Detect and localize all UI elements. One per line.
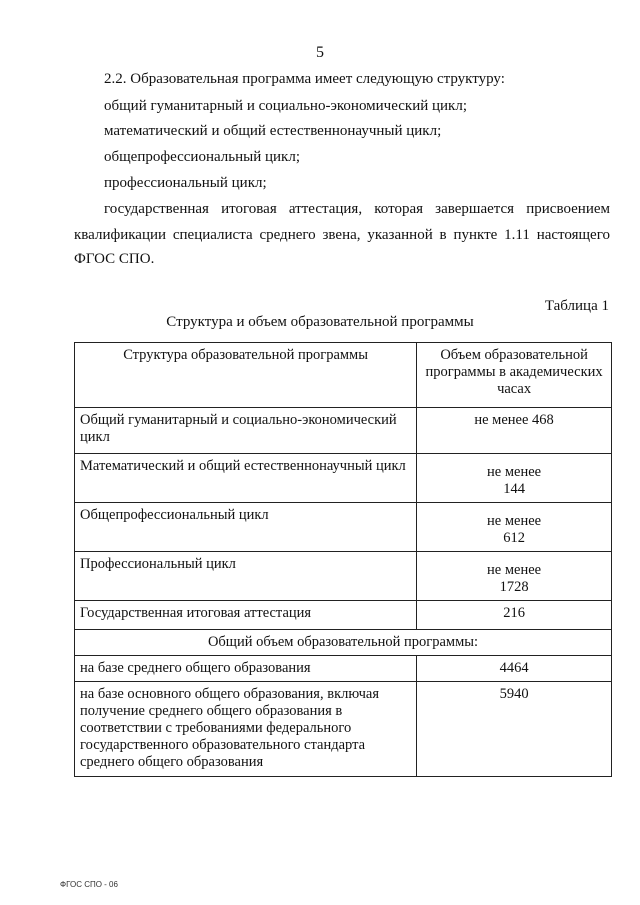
row-name: Математический и общий естественнонаучный цикл: [75, 454, 417, 503]
value-number: 144: [503, 481, 525, 497]
table-row: [75, 601, 612, 630]
section-intro: 2.2. Образовательная программа имеет следующую структуру:: [104, 71, 505, 87]
gia-line-2: квалификации специалиста среднего звена, указанной в пункте 1.11 настоящего: [74, 227, 610, 243]
total-heading: Общий объем образовательной программы:: [75, 630, 612, 656]
row-name: Профессиональный цикл: [75, 552, 417, 601]
table-row: [75, 408, 612, 454]
table-row: [75, 552, 612, 601]
header-volume: Объем образовательной программы в академических часах: [417, 343, 612, 408]
list-item: общий гуманитарный и социально-экономический цикл;: [104, 98, 467, 114]
value-prefix: не менее: [487, 562, 542, 578]
gia-line-1: государственная итоговая аттестация, которая завершается присвоением: [104, 201, 610, 217]
row-value: [417, 503, 612, 552]
value-number: 1728: [499, 579, 529, 595]
table-header-row: [75, 343, 612, 408]
row-name: на базе среднего общего образования: [75, 656, 417, 682]
row-name: Общепрофессиональный цикл: [75, 503, 417, 552]
footer-code: ФГОС СПО - 06: [60, 880, 118, 889]
value-number: 612: [503, 530, 525, 546]
row-name: на базе основного общего образования, включая получение среднего общего образования в соответствии с требованиями федерального государственного образовательного стандарта среднего общего образования: [75, 682, 417, 777]
total-heading-row: [75, 630, 612, 656]
header-structure: Структура образовательной программы: [75, 343, 417, 408]
row-name: Общий гуманитарный и социально-экономический цикл: [75, 408, 417, 454]
value-prefix: не менее: [487, 464, 542, 480]
row-value: 4464: [417, 656, 612, 682]
list-item: профессиональный цикл;: [104, 175, 267, 191]
table-row: [75, 656, 612, 682]
gia-line-3: ФГОС СПО.: [74, 251, 155, 267]
value-prefix: не менее: [487, 513, 542, 529]
table-label: Таблица 1: [544, 298, 609, 314]
structure-table: [74, 342, 612, 777]
row-name: Государственная итоговая аттестация: [75, 601, 417, 630]
table-row: [75, 503, 612, 552]
row-value: 5940: [417, 682, 612, 777]
table-row: [75, 682, 612, 777]
row-value: не менее 468: [417, 408, 612, 454]
list-item: общепрофессиональный цикл;: [104, 149, 300, 165]
page-number: 5: [316, 44, 324, 61]
table-row: [75, 454, 612, 503]
row-value: [417, 454, 612, 503]
row-value: 216: [417, 601, 612, 630]
list-item: математический и общий естественнонаучный цикл;: [104, 123, 442, 139]
table-title: Структура и объем образовательной программы: [166, 314, 474, 330]
row-value: [417, 552, 612, 601]
